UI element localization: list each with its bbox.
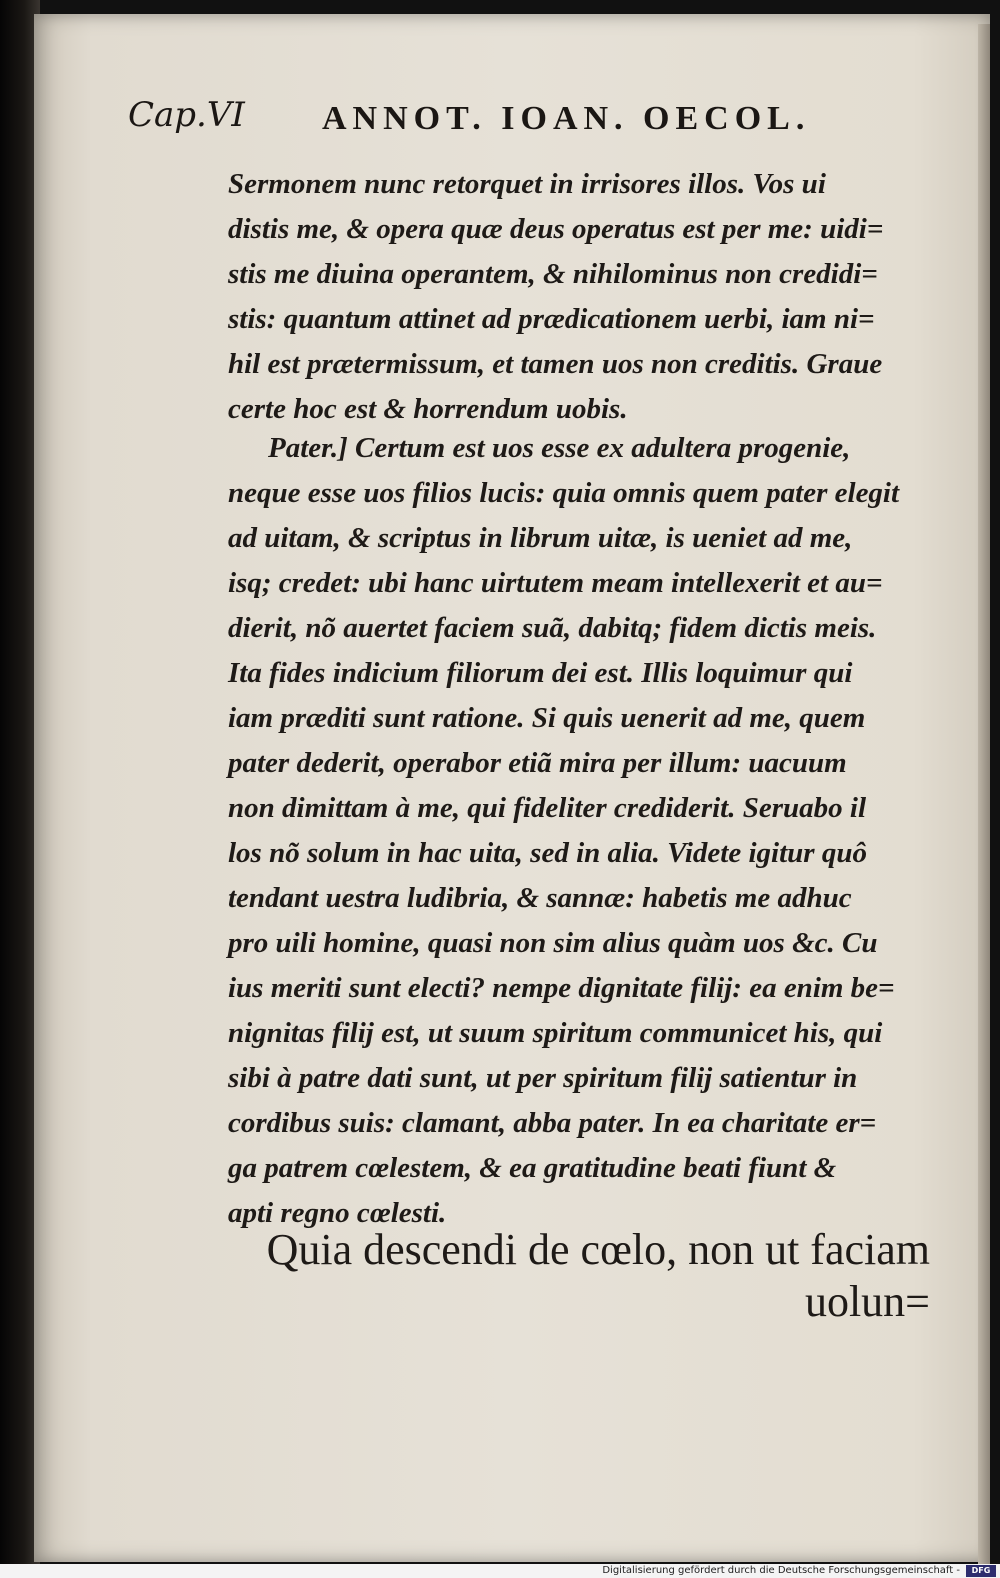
digitization-footer [0,1564,1000,1578]
text-line: apti regno cœlesti. [228,1197,447,1229]
text-line: dierit, nõ auertet faciem suã, dabitq; fidem dictis meis. [228,612,877,644]
text-line: stis: quantum attinet ad prædicationem uerbi, iam ni= [228,303,875,335]
text-line: non dimittam à me, qui fideliter crediderit. Seruabo il [228,792,867,824]
text-line: ga patrem cœlestem, & ea gratitudine beati fiunt & [228,1152,837,1184]
lemma-line: Quia descendi de cœlo, non ut faciam [266,1225,930,1274]
text-line: Pater.] Certum est uos esse ex adultera progenie, [268,432,851,464]
text-line: pater dederit, operabor etiã mira per illum: uacuum [228,747,847,779]
text-line: ad uitam, & scriptus in librum uitæ, is ueniet ad me, [228,522,853,554]
page-edge-right [978,24,990,1574]
catchword: uolun= [804,1277,930,1326]
text-line: neque esse uos filios lucis: quia omnis quem pater elegit [228,477,900,509]
text-line: ius meriti sunt electi? nempe dignitate filij: ea enim be= [228,972,895,1004]
chapter-label: Cap.VI [128,95,245,135]
text-line: sibi à patre dati sunt, ut per spiritum filij satientur in [228,1062,858,1094]
paragraph-1 [228,162,908,432]
text-line: los nõ solum in hac uita, sed in alia. Videte igitur quô [228,837,867,869]
text-line: iam præditi sunt ratione. Si quis uenerit ad me, quem [228,702,866,734]
text-line: stis me diuina operantem, & nihilominus non credidi= [228,258,878,290]
text-line: distis me, & opera quæ deus operatus est per me: uidi= [228,213,884,245]
text-line: nignitas filij est, ut suum spiritum communicet his, qui [228,1017,883,1049]
text-line: certe hoc est & horrendum uobis. [228,393,628,425]
text-line: pro uili homine, quasi non sim alius quàm uos &c. Cu [228,927,878,959]
text-line: isq; credet: ubi hanc uirtutem meam intellexerit et au= [228,567,883,599]
paragraph-2 [228,426,908,1236]
text-line: cordibus suis: clamant, abba pater. In ea charitate er= [228,1107,877,1139]
text-line: hil est prætermissum, et tamen uos non creditis. Graue [228,348,883,380]
footer-credit: Digitalisierung gefördert durch die Deutsche Forschungsgemeinschaft - [602,1565,960,1576]
dfg-logo: DFG [966,1565,996,1577]
text-line: tendant uestra ludibria, & sannæ: habetis me adhuc [228,882,852,914]
text-line: Sermonem nunc retorquet in irrisores illos. Vos ui [228,168,826,200]
lemma-heading [267,1224,930,1328]
text-line: Ita fides indicium filiorum dei est. Illis loquimur qui [228,657,853,689]
running-title: ANNOT. IOAN. OECOL. [322,100,811,137]
